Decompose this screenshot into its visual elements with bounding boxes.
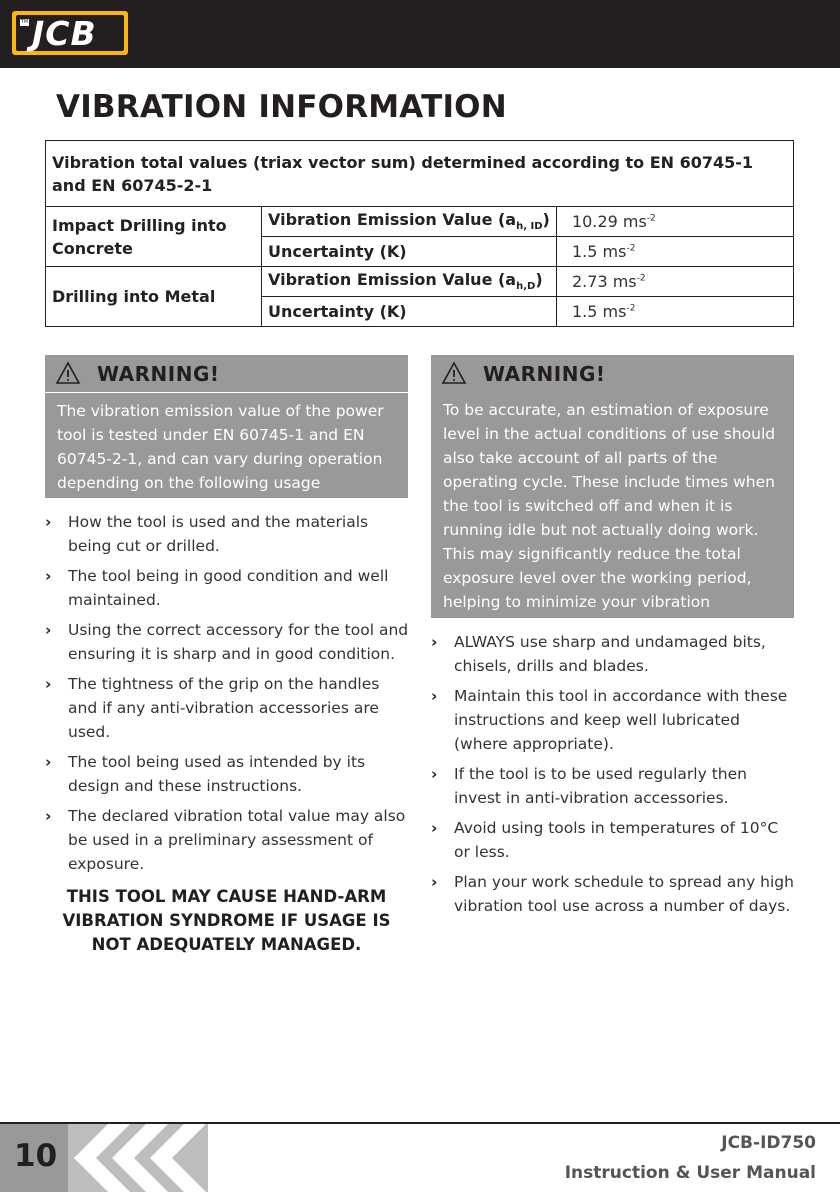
table-row-label: Uncertainty (K) <box>262 297 557 327</box>
hav-alert-text: THIS TOOL MAY CAUSE HAND-ARM VIBRATION SYNDROME IF USAGE IS NOT ADEQUATELY MANAGED. <box>62 887 391 954</box>
table-group-label: Impact Drilling into Concrete <box>46 207 262 267</box>
list-item: › The tightness of the grip on the handles and if any anti-vibration accessories are used. <box>45 675 380 741</box>
warning-triangle-icon <box>55 361 81 385</box>
list-item: › How the tool is used and the materials being cut or drilled. <box>45 513 369 555</box>
list-item: › Using the correct accessory for the tool and ensuring it is sharp and in good condition. <box>45 621 409 663</box>
right-bullet-list <box>431 630 796 924</box>
warning-title: WARNING! <box>97 362 220 386</box>
trademark-mark: TM <box>20 19 29 25</box>
right-warning-text: To be accurate, an estimation of exposure level in the actual conditions of use should also take account of all parts of the operating cycle. These include times when the tool is switched off and when it is running idle but not actually doing work. This may significantly reduce the total exposure level over the working period, helping to minimize your vibration exposure risk. <box>431 392 794 618</box>
warning-title: WARNING! <box>483 362 606 386</box>
list-item: › The tool being used as intended by its design and these instructions. <box>45 753 366 795</box>
left-bullet-list <box>45 510 410 882</box>
right-warning-header <box>431 355 794 392</box>
top-header-bar <box>0 0 840 68</box>
list-item: › If the tool is to be used regularly then invest in anti-vibration accessories. <box>431 765 747 807</box>
table-row-label: Uncertainty (K) <box>262 237 557 267</box>
table-row-value: 1.5 $ms^{-2}$ <box>557 237 794 267</box>
page-number-box <box>0 1124 68 1192</box>
warning-triangle-icon <box>441 361 467 385</box>
jcb-logo <box>12 11 128 55</box>
page-number: 10 <box>14 1138 58 1174</box>
list-item: › ALWAYS use sharp and undamaged bits, chisels, drills and blades. <box>431 633 766 675</box>
list-item: › The declared vibration total value may also be used in a preliminary assessment of exposure. <box>45 807 406 873</box>
table-row-value: 2.73 $ms^{-2}$ <box>557 267 794 297</box>
table-group-label: Drilling into Metal <box>46 267 262 327</box>
chevron-decoration-icon <box>68 1124 208 1192</box>
page-title: VIBRATION INFORMATION <box>56 89 507 125</box>
vibration-table <box>45 140 794 327</box>
manual-title: Instruction & User Manual <box>564 1163 816 1183</box>
list-item: › Maintain this tool in accordance with these instructions and keep well lubricated (where appropriate). <box>431 687 788 753</box>
list-item: › Avoid using tools in temperatures of 10°C or less. <box>431 819 779 861</box>
left-warning-text: The vibration emission value of the power tool is tested under EN 60745-1 and EN 60745-2-1, and can vary during operation depending on the following usage conditions: <box>45 392 408 498</box>
table-caption: Vibration total values (triax vector sum) determined according to EN 60745-1 and EN 60745-2-1 <box>46 141 794 207</box>
table-row-label: Vibration Emission Value $(a_{h, ID})$ <box>262 207 557 237</box>
list-item: › Plan your work schedule to spread any high vibration tool use across a number of days. <box>431 873 794 915</box>
logo-text: JCB <box>32 14 97 53</box>
left-warning-header <box>45 355 408 392</box>
model-number: JCB-ID750 <box>721 1133 816 1153</box>
table-row-value: 10.29 $ms^{-2}$ <box>557 207 794 237</box>
table-row-value: 1.5 $ms^{-2}$ <box>557 297 794 327</box>
table-row-label: Vibration Emission Value $(a_{h,D})$ <box>262 267 557 297</box>
list-item: › The tool being in good condition and well maintained. <box>45 567 389 609</box>
